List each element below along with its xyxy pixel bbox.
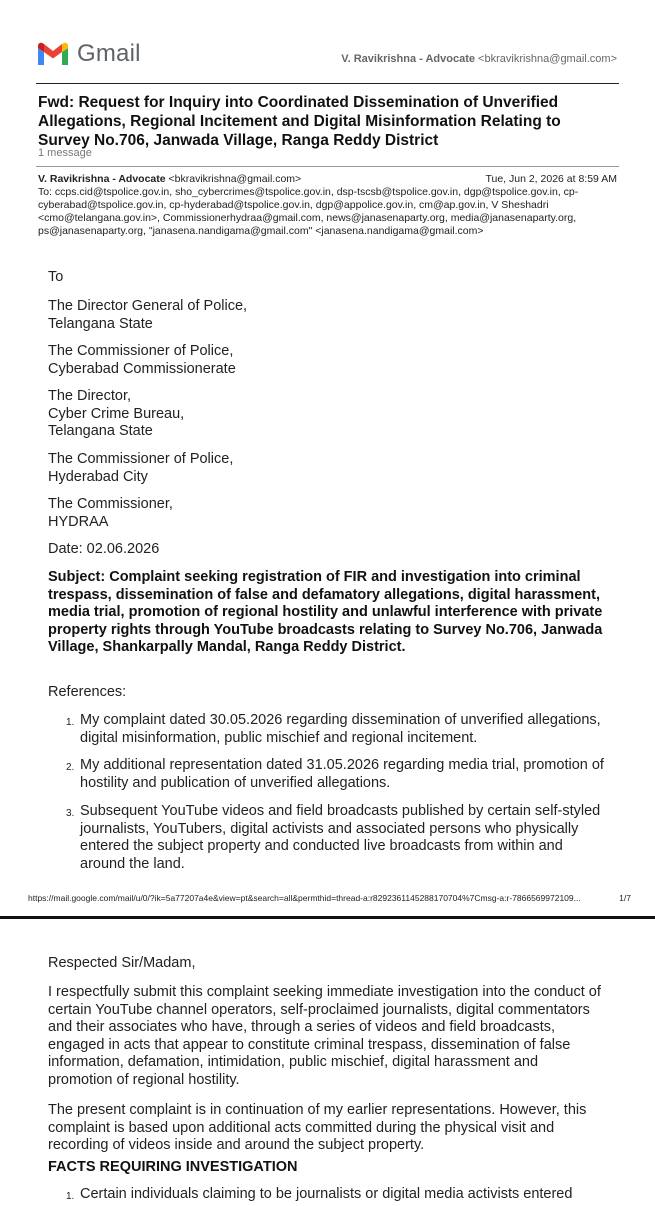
- recipients: To: ccps.cid@tspolice.gov.in, sho_cybercrimes@tspolice.gov.in, dsp-tscsb@tspolice.gov.in, dgp@tspolice.gov.in, cp-cyberabad@tspolice.gov.in, cp-hyderabad@tspolice.gov.in, dgp@appolice.gov.in, cm@ap.gov.in, V Sheshadri <cmo@telangana.gov.in>, Commissionerhydraa@gmail.com, news@janasenaparty.org, media@janasenaparty.org, ps@janasenaparty.org, "janasena.nandigama@gmail.com" <janasena.nandigama@gmail.com>: [38, 186, 579, 237]
- addressee-line: The Director,: [48, 388, 131, 404]
- paragraph: The present complaint is in continuation of my earlier representations. However, this complaint is based upon additional acts committed during the physical visit and recording of videos inside and around the subject property.: [48, 1102, 587, 1153]
- list-number: 2.: [66, 762, 75, 773]
- addressee-block: [48, 388, 608, 441]
- addressee-line: HYDRAA: [48, 513, 109, 530]
- fact-text: Certain individuals claiming to be journalists or digital media activists entered: [80, 1186, 573, 1202]
- sender-email: <bkravikrishna@gmail.com>: [168, 173, 302, 185]
- email-date: Tue, Jun 2, 2026 at 8:59 AM: [485, 173, 617, 185]
- addressee-line: The Commissioner of Police,: [48, 451, 234, 467]
- addressee-line: Telangana State: [48, 315, 153, 332]
- addressee-line: Cyberabad Commissionerate: [48, 360, 236, 377]
- page-url: https://mail.google.com/mail/u/0/?ik=5a77207a4e&view=pt&search=all&permthid=thread-a:r8292361145288170704%7Cmsg-a:r-7866569972109...: [28, 893, 581, 903]
- message-count: 1 message: [38, 147, 92, 159]
- list-item: [48, 1186, 610, 1204]
- addressee-line: The Commissioner of Police,: [48, 343, 234, 359]
- addressee-line: The Director General of Police,: [48, 298, 248, 314]
- account-email: <bkravikrishna@gmail.com>: [478, 53, 617, 65]
- gmail-m-icon: [36, 41, 70, 67]
- addressee-block: [48, 298, 608, 333]
- addressee-line: Hyderabad City: [48, 468, 148, 485]
- gmail-logo[interactable]: [36, 40, 141, 68]
- list-item: [48, 712, 610, 747]
- header-divider: [36, 83, 619, 84]
- list-item: [48, 803, 610, 873]
- email-subject: Fwd: Request for Inquiry into Coordinated Dissemination of Unverified Allegations, Regional Incitement and Digital Misinformation Relating to Survey No.706, Janwada Village, Ranga Reddy District: [38, 94, 561, 149]
- references-heading: References:: [48, 684, 127, 700]
- reference-text: My additional representation dated 31.05.2026 regarding media trial, promotion of hostility and publication of unverified allegations.: [80, 757, 604, 791]
- list-number: 1.: [66, 717, 75, 728]
- reference-text: Subsequent YouTube videos and field broadcasts published by certain self-styled journalists, YouTubers, digital activists and associated persons who physically entered the subject property and conducted live broadcasts from within and around the land.: [80, 803, 601, 872]
- list-item: [48, 757, 610, 792]
- letter-date: Date: 02.06.2026: [48, 541, 160, 557]
- addressee-block: [48, 496, 608, 531]
- letter-to: To: [48, 269, 64, 285]
- account-info: [341, 53, 617, 65]
- gmail-wordmark: Gmail: [77, 40, 141, 67]
- message-divider: [36, 166, 619, 167]
- page-number: 1/7: [619, 893, 631, 903]
- addressee-block: [48, 343, 608, 378]
- facts-heading: FACTS REQUIRING INVESTIGATION: [48, 1159, 298, 1175]
- addressee-line: The Commissioner,: [48, 496, 173, 512]
- sender-name: V. Ravikrishna - Advocate: [38, 173, 166, 185]
- reference-text: My complaint dated 30.05.2026 regarding dissemination of unverified allegations, digital misinformation, public mischief and regional incitement.: [80, 712, 601, 746]
- page-break: [0, 916, 655, 919]
- addressee-line: Cyber Crime Bureau,: [48, 405, 185, 422]
- paragraph: I respectfully submit this complaint seeking immediate investigation into the conduct of certain YouTube channel operators, self-proclaimed journalists, digital commentators and their associates who have, through a series of videos and field broadcasts, engaged in acts that appear to constitute criminal trespass, dissemination of false information, defamation, intimidation, public mischief, digital harassment and promotion of regional hostility.: [48, 984, 601, 1088]
- addressee-block: [48, 451, 608, 486]
- salutation: Respected Sir/Madam,: [48, 955, 196, 971]
- list-number: 3.: [66, 808, 75, 819]
- letter-subject: Subject: Complaint seeking registration of FIR and investigation into criminal trespass, dissemination of false and defamatory allegations, digital harassment, media trial, promotion of regional hostility and unlawful interference with private property rights through YouTube broadcasts relating to Survey No.706, Janwada Village, Shankarpally Mandal, Ranga Reddy District.: [48, 569, 603, 655]
- list-number: 1.: [66, 1191, 75, 1202]
- account-name: V. Ravikrishna - Advocate: [341, 53, 475, 65]
- sender: [38, 173, 301, 185]
- addressee-line: Telangana State: [48, 423, 153, 439]
